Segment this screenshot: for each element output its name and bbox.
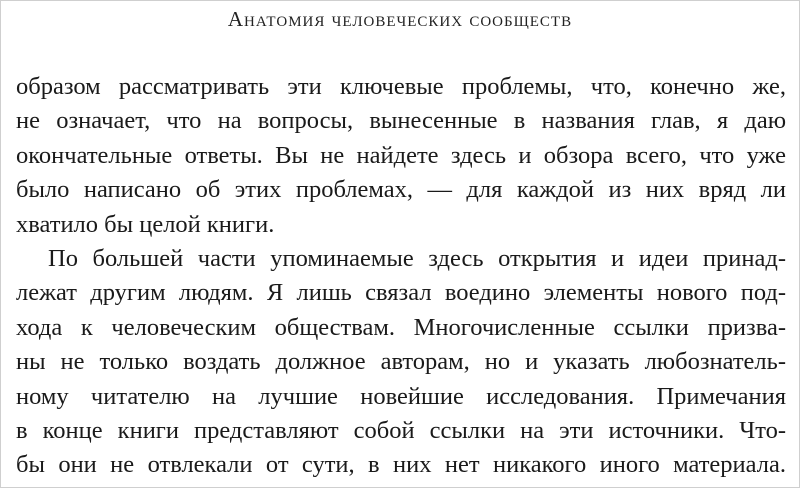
body-text [16, 70, 786, 483]
text-line: окончательные ответы. Вы не найдете здесь и обзора всего, что уже [16, 141, 786, 169]
text-line: хода к человеческим обществам. Многочисленные ссылки призва- [16, 313, 786, 341]
text-line: По большей части упоминаемые здесь открытия и идеи принад- [48, 244, 786, 272]
text-line: ны не только воздать должное авторам, но и указать любознатель- [16, 348, 786, 376]
text-line: лежат другим людям. Я лишь связал воедино элементы нового под- [16, 279, 786, 307]
text-line: не означает, что на вопросы, вынесенные в названия глав, я даю [16, 107, 786, 135]
text-line: хватило бы целой книги. [16, 210, 275, 238]
text-line: ному читателю на лучшие новейшие исследования. Примечания [16, 382, 786, 410]
text-line: образом рассматривать эти ключевые проблемы, что, конечно же, [16, 73, 786, 100]
text-line: в конце книги представляют собой ссылки на эти источники. Что- [16, 416, 786, 444]
text-line: бы они не отвлекали от сути, в них нет никакого иного материала. [16, 451, 786, 479]
running-head: Анатомия человеческих сообществ [227, 7, 573, 31]
text-line: было написано об этих проблемах, — для каждой из них вряд ли [16, 176, 786, 204]
